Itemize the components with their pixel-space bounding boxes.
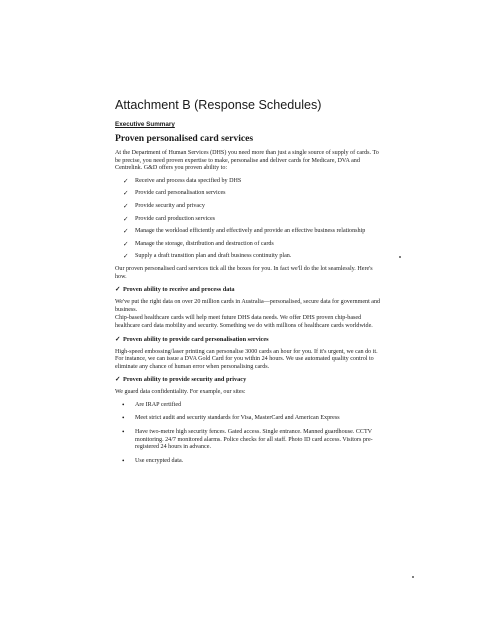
list-item: ✓ Receive and process data specified by DHS [123,177,242,185]
list-item: ✓ Supply a draft transition plan and draft business continuity plan. [123,253,292,261]
list-item: ✓ Manage the workload efficiently and effectively and provide an effective business relationship [123,228,366,236]
scan-speck [399,256,401,258]
subsection-heading-data: ✓ Proven ability to receive and process data [115,286,235,294]
list-item: ✓ Manage the storage, distribution and destruction of cards [123,240,274,248]
list-item: ✓ Provide security and privacy [123,202,205,210]
check-mark-icon: ✓ [123,228,129,236]
list-item: • Meet strict audit and security standards for Visa, MasterCard and American Express [122,414,340,423]
subsection-heading-security: ✓ Proven ability to provide security and privacy [115,376,247,384]
personalisation-paragraph: High-speed embossing/laser printing can personalise 3000 cards an hour for you. If it's urgent, we can do it. For instance, we can issue a DVA Gold Card for you within 24 hours. We use automated quality control to eliminate any chance of human error when personalising cards. [115,348,378,370]
bullet-icon: • [122,414,125,423]
bullet-icon: • [122,428,125,437]
intro-paragraph: At the Department of Human Services (DHS) you need more than just a single source of supply of cards. To be precise, you need proven expertise to make, personalise and deliver cards for Medicare, DVA and Centrelink. G&D offers you proven ability to: [115,150,379,172]
check-mark-icon: ✓ [123,190,129,198]
bullet-icon: • [122,456,125,465]
list-item: ✓ Provide card personalisation services [123,190,226,198]
subsection-heading-personalisation: ✓ Proven ability to provide card personalisation services [115,335,269,343]
list-item: • Have two-metre high security fences. Gated access. Single entrance. Manned guardhouse. CCTV monitoring. 24/7 monitored alarms. Police checks for all staff. Photo ID card access. Visitors pre-registered 24 hours in advance. [122,428,373,451]
document-content [115,98,383,471]
check-mark-icon: ✓ [115,335,121,343]
check-mark-icon: ✓ [115,286,121,294]
check-mark-icon: ✓ [123,240,129,248]
summary-paragraph: Our proven personalised card services tick all the boxes for you. In fact we'll do the lot seamlessly. Here's how. [115,265,373,280]
bullet-icon: • [122,400,125,409]
section-heading: Proven personalised card services [115,133,254,144]
scan-speck [412,576,414,578]
abilities-list [115,178,383,261]
security-paragraph: We guard data confidentiality. For example, our sites: [115,389,246,396]
check-mark-icon: ✓ [123,202,129,210]
data-paragraph-2: Chip-based healthcare cards will help meet future DHS data needs. We offer DHS proven chip-based healthcare card data mobility and security. Something we do with millions of healthcare cards worldwide. [115,315,373,329]
list-item: ✓ Provide card production services [123,215,216,223]
list-item: • Are IRAP certified [122,400,182,409]
executive-summary-label: Executive Summary [115,121,175,128]
security-list [115,402,383,466]
check-mark-icon: ✓ [115,376,121,384]
check-mark-icon: ✓ [123,253,129,261]
data-paragraph-1: We've put the right data on over 20 million cards in Australia—personalised, secure data for government and business. [115,299,381,313]
page-title: Attachment B (Response Schedules) [115,98,322,112]
list-item: • Use encrypted data. [122,456,184,465]
check-mark-icon: ✓ [123,215,129,223]
check-mark-icon: ✓ [123,177,129,185]
